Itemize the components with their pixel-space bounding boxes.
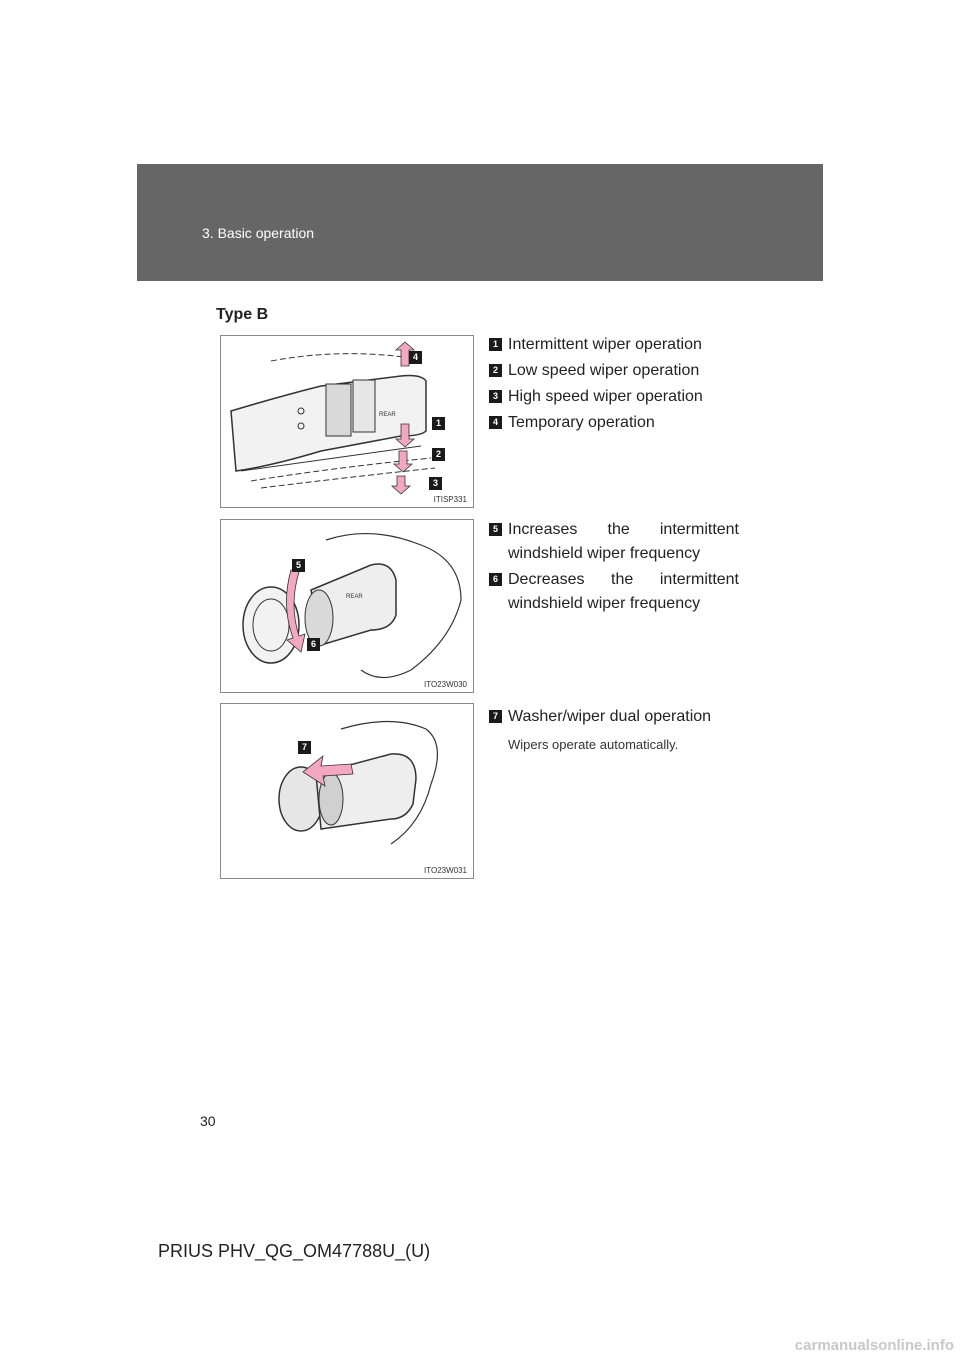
item-number: 2	[489, 364, 502, 377]
marker-3: 3	[429, 477, 442, 490]
list-item	[489, 518, 739, 566]
marker-7: 7	[298, 741, 311, 754]
item-note: Wipers operate automatically.	[508, 737, 679, 752]
item-number: 4	[489, 416, 502, 429]
figure-frequency-ring	[220, 519, 474, 693]
ring-illustration	[221, 520, 473, 692]
item-number: 1	[489, 338, 502, 351]
marker-4: 4	[409, 351, 422, 364]
washer-illustration	[221, 704, 473, 878]
figure-lever-positions	[220, 335, 474, 508]
item-list-washer	[489, 705, 739, 752]
item-list-frequency	[489, 518, 739, 618]
item-text: Washer/wiper dual operation	[508, 708, 712, 725]
item-text: Increases the intermittent windshield wiper frequency	[508, 521, 739, 562]
page-number: 30	[200, 1113, 216, 1129]
list-item	[489, 568, 739, 616]
item-number: 3	[489, 390, 502, 403]
item-number: 6	[489, 573, 502, 586]
item-number: 5	[489, 523, 502, 536]
list-item	[489, 385, 739, 409]
item-number: 7	[489, 710, 502, 723]
header-band	[137, 164, 823, 281]
list-item	[489, 705, 739, 729]
figure-code: ITO23W030	[424, 680, 467, 689]
marker-1: 1	[432, 417, 445, 430]
marker-6: 6	[307, 638, 320, 651]
list-item	[489, 411, 739, 435]
item-text: Intermittent wiper operation	[508, 336, 702, 353]
item-text: High speed wiper operation	[508, 388, 703, 405]
svg-text:REAR: REAR	[346, 594, 363, 600]
item-text: Temporary operation	[508, 414, 655, 431]
figure-washer-pull	[220, 703, 474, 879]
marker-2: 2	[432, 448, 445, 461]
marker-5: 5	[292, 559, 305, 572]
watermark: carmanualsonline.info	[794, 1337, 954, 1354]
figure-code: ITISP331	[433, 495, 467, 504]
type-heading: Type B	[216, 306, 269, 323]
svg-text:REAR: REAR	[379, 412, 396, 418]
figure-code: ITO23W031	[424, 866, 467, 875]
item-list-wiper-speeds	[489, 333, 739, 437]
item-text: Low speed wiper operation	[508, 362, 700, 379]
list-item	[489, 333, 739, 357]
list-item	[489, 359, 739, 383]
document-id: PRIUS PHV_QG_OM47788U_(U)	[158, 1241, 431, 1261]
section-title: 3. Basic operation	[202, 225, 315, 241]
item-text: Decreases the intermittent windshield wiper frequency	[508, 571, 739, 612]
